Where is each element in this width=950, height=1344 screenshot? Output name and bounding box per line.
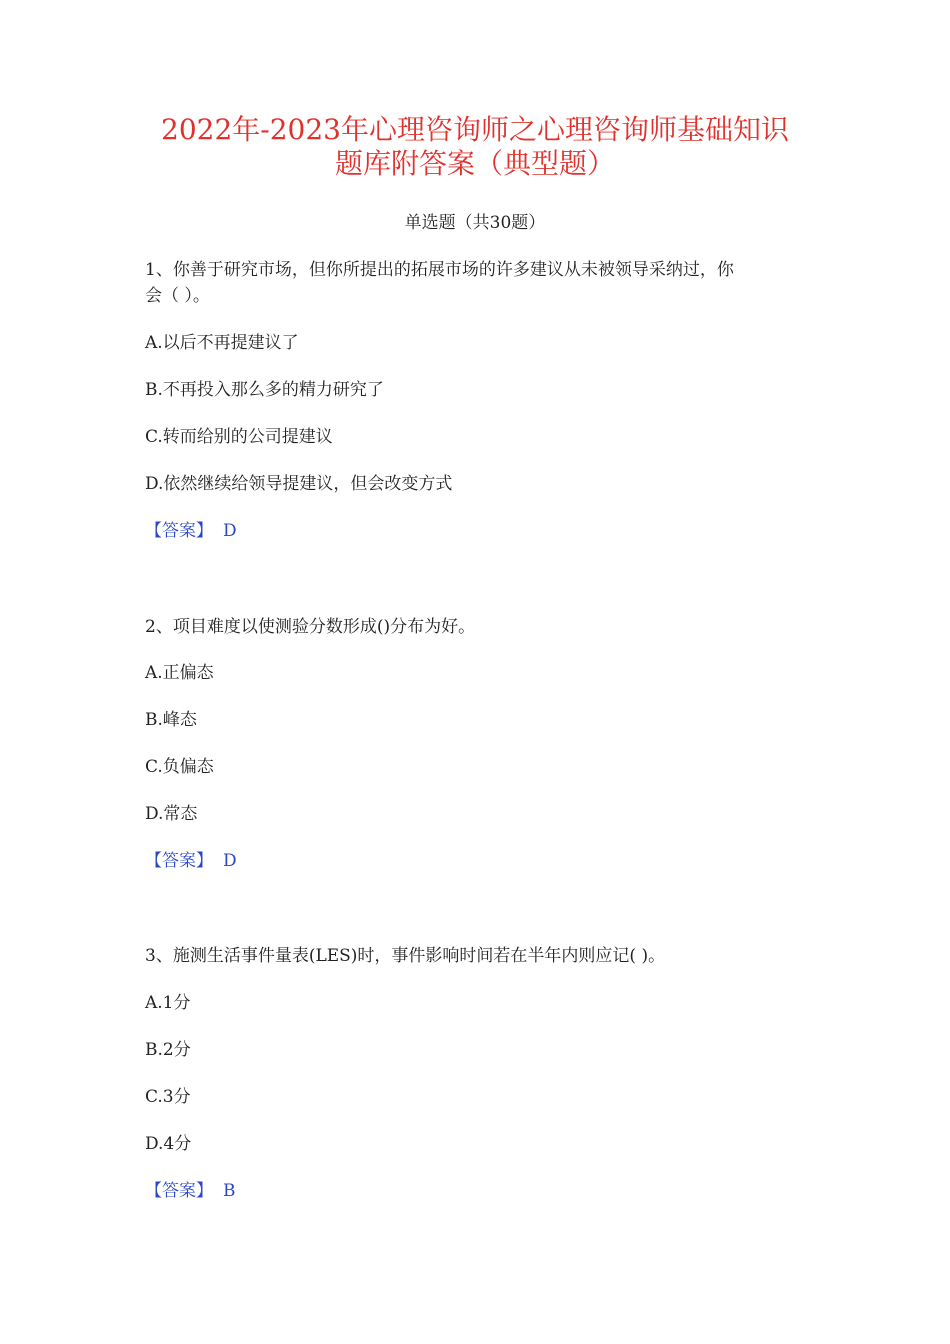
answer-value: D	[223, 521, 237, 541]
question-1-option-d: D.依然继续给领导提建议，但会改变方式	[145, 474, 453, 494]
question-2-answer	[145, 849, 237, 873]
question-2-option-a: A.正偏态	[145, 663, 214, 683]
answer-tag: 【答案】	[145, 521, 213, 541]
question-1-option-b: B.不再投入那么多的精力研究了	[145, 380, 384, 400]
question-3-option-b: B.2分	[145, 1040, 191, 1060]
question-1-answer	[145, 519, 237, 543]
document-title-line2: 题库附答案（典型题）	[334, 147, 615, 180]
answer-value: D	[223, 851, 237, 871]
question-3-option-c: C.3分	[145, 1087, 191, 1107]
answer-tag: 【答案】	[145, 851, 213, 871]
question-3-option-d: D.4分	[145, 1134, 192, 1154]
section-heading: 单选题（共30题）	[404, 213, 546, 233]
question-1-option-a: A.以后不再提建议了	[145, 333, 299, 353]
question-3-answer	[145, 1179, 236, 1203]
question-2-option-b: B.峰态	[145, 710, 197, 730]
question-1-option-c: C.转而给别的公司提建议	[145, 427, 333, 447]
answer-tag: 【答案】	[145, 1181, 213, 1201]
answer-value: B	[223, 1181, 236, 1201]
document-title-line1: 2022年-2023年心理咨询师之心理咨询师基础知识	[161, 113, 789, 146]
question-2-option-d: D.常态	[145, 804, 198, 824]
question-2-stem-line1: 2、项目难度以使测验分数形成()分布为好。	[145, 617, 476, 637]
question-2-option-c: C.负偏态	[145, 757, 214, 777]
question-3-stem-line1: 3、施测生活事件量表(LES)时，事件影响时间若在半年内则应记( )。	[145, 946, 666, 966]
question-3-option-a: A.1分	[145, 993, 191, 1013]
question-1-stem-line2: 会（ ）。	[145, 286, 210, 306]
question-1-stem-line1: 1、你善于研究市场，但你所提出的拓展市场的许多建议从未被领导采纳过，你	[145, 260, 734, 280]
